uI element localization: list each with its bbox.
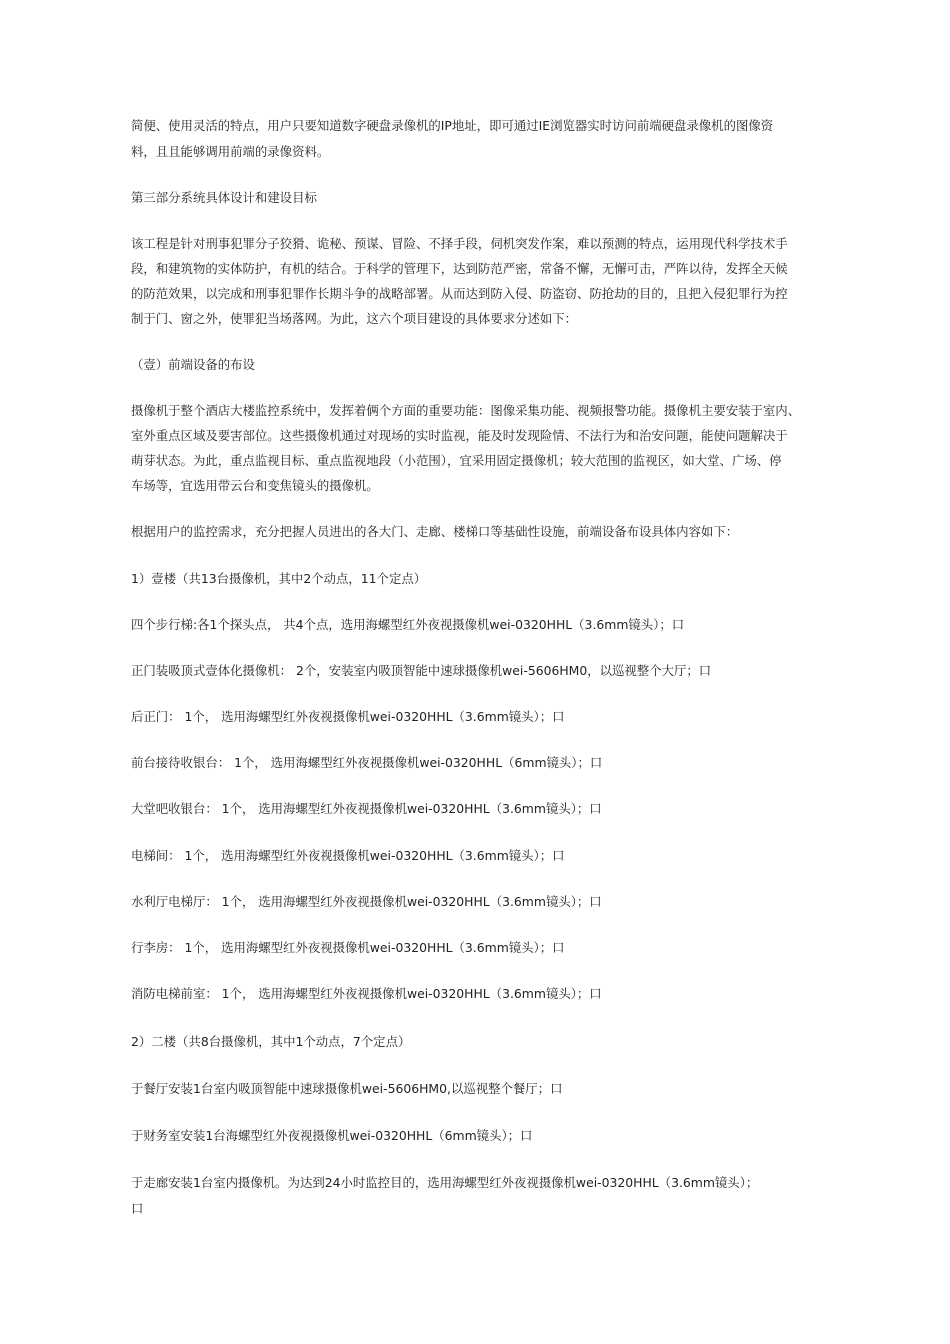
list-item-continuation: 口 bbox=[131, 1201, 144, 1216]
list-item: 大堂吧收银台： 1个， 选用海螺型红外夜视摄像机wei-0320HHL（3.6mm镜头）；口 bbox=[131, 801, 602, 816]
list-item: 消防电梯前室： 1个， 选用海螺型红外夜视摄像机wei-0320HHL（3.6mm镜头）；口 bbox=[131, 986, 602, 1001]
floor-heading: 2）二楼（共8台摄像机，其中1个动点，7个定点） bbox=[131, 1034, 411, 1049]
list-item: 于财务室安装1台海螺型红外夜视摄像机wei-0320HHL（6mm镜头）；口 bbox=[131, 1128, 533, 1143]
paragraph-line: 室外重点区域及要害部位。这些摄像机通过对现场的实时监视，能及时发现险情、不法行为和治安问题，能使问题解决于 bbox=[131, 428, 788, 443]
list-item: 四个步行梯:各1个探头点， 共4个点，选用海螺型红外夜视摄像机wei-0320HHL（3.6mm镜头）；口 bbox=[131, 617, 685, 632]
list-item: 于餐厅安装1台室内吸顶智能中速球摄像机wei-5606HM0,以巡视整个餐厅；口 bbox=[131, 1081, 563, 1096]
paragraph-line: 该工程是针对刑事犯罪分子狡猾、诡秘、预谋、冒险、不择手段，伺机突发作案，难以预测的特点，运用现代科学技术手 bbox=[131, 236, 788, 251]
paragraph-line: 车场等，宜选用带云台和变焦镜头的摄像机。 bbox=[131, 478, 379, 493]
floor-heading: 1）壹楼（共13台摄像机，其中2个动点，11个定点） bbox=[131, 571, 427, 586]
paragraph-line: 萌芽状态。为此，重点监视目标、重点监视地段（小范围），宜采用固定摄像机；较大范围的监视区，如大堂、广场、停 bbox=[131, 453, 782, 468]
list-item: 正门装吸顶式壹体化摄像机： 2个，安装室内吸顶智能中速球摄像机wei-5606HM0，以巡视整个大厅；口 bbox=[131, 663, 712, 678]
paragraph-line: 的防范效果，以完成和刑事犯罪作长期斗争的战略部署。从而达到防入侵、防盗窃、防抢劫的目的，且把入侵犯罪行为控 bbox=[131, 286, 788, 301]
subsection-heading: （壹）前端设备的布设 bbox=[131, 357, 255, 372]
list-item: 行李房： 1个， 选用海螺型红外夜视摄像机wei-0320HHL（3.6mm镜头）；口 bbox=[131, 940, 565, 955]
section-heading: 第三部分系统具体设计和建设目标 bbox=[131, 190, 317, 205]
list-item: 电梯间： 1个， 选用海螺型红外夜视摄像机wei-0320HHL（3.6mm镜头）；口 bbox=[131, 848, 565, 863]
list-item: 水利厅电梯厅： 1个， 选用海螺型红外夜视摄像机wei-0320HHL（3.6mm镜头）；口 bbox=[131, 894, 602, 909]
paragraph-line: 根据用户的监控需求，充分把握人员进出的各大门、走廊、楼梯口等基础性设施，前端设备布设具体内容如下： bbox=[131, 524, 739, 539]
list-item: 于走廊安装1台室内摄像机。为达到24小时监控目的，选用海螺型红外夜视摄像机wei-0320HHL（3.6mm镜头）； bbox=[131, 1175, 759, 1190]
paragraph-line: 简便、使用灵活的特点，用户只要知道数字硬盘录像机的IP地址，即可通过IE浏览器实时访问前端硬盘录像机的图像资 bbox=[131, 118, 774, 133]
paragraph-line: 段，和建筑物的实体防护，有机的结合。于科学的管理下，达到防范严密，常备不懈，无懈可击，严阵以待，发挥全天候 bbox=[131, 261, 788, 276]
list-item: 后正门： 1个， 选用海螺型红外夜视摄像机wei-0320HHL（3.6mm镜头）；口 bbox=[131, 709, 565, 724]
paragraph-line: 制于门、窗之外，使罪犯当场落网。为此，这六个项目建设的具体要求分述如下： bbox=[131, 311, 578, 326]
list-item: 前台接待收银台： 1个， 选用海螺型红外夜视摄像机wei-0320HHL（6mm镜头）；口 bbox=[131, 755, 603, 770]
paragraph-line: 摄像机于整个酒店大楼监控系统中，发挥着俩个方面的重要功能：图像采集功能、视频报警功能。摄像机主要安装于室内、 bbox=[131, 403, 801, 418]
paragraph-line: 料，且且能够调用前端的录像资料。 bbox=[131, 144, 330, 159]
